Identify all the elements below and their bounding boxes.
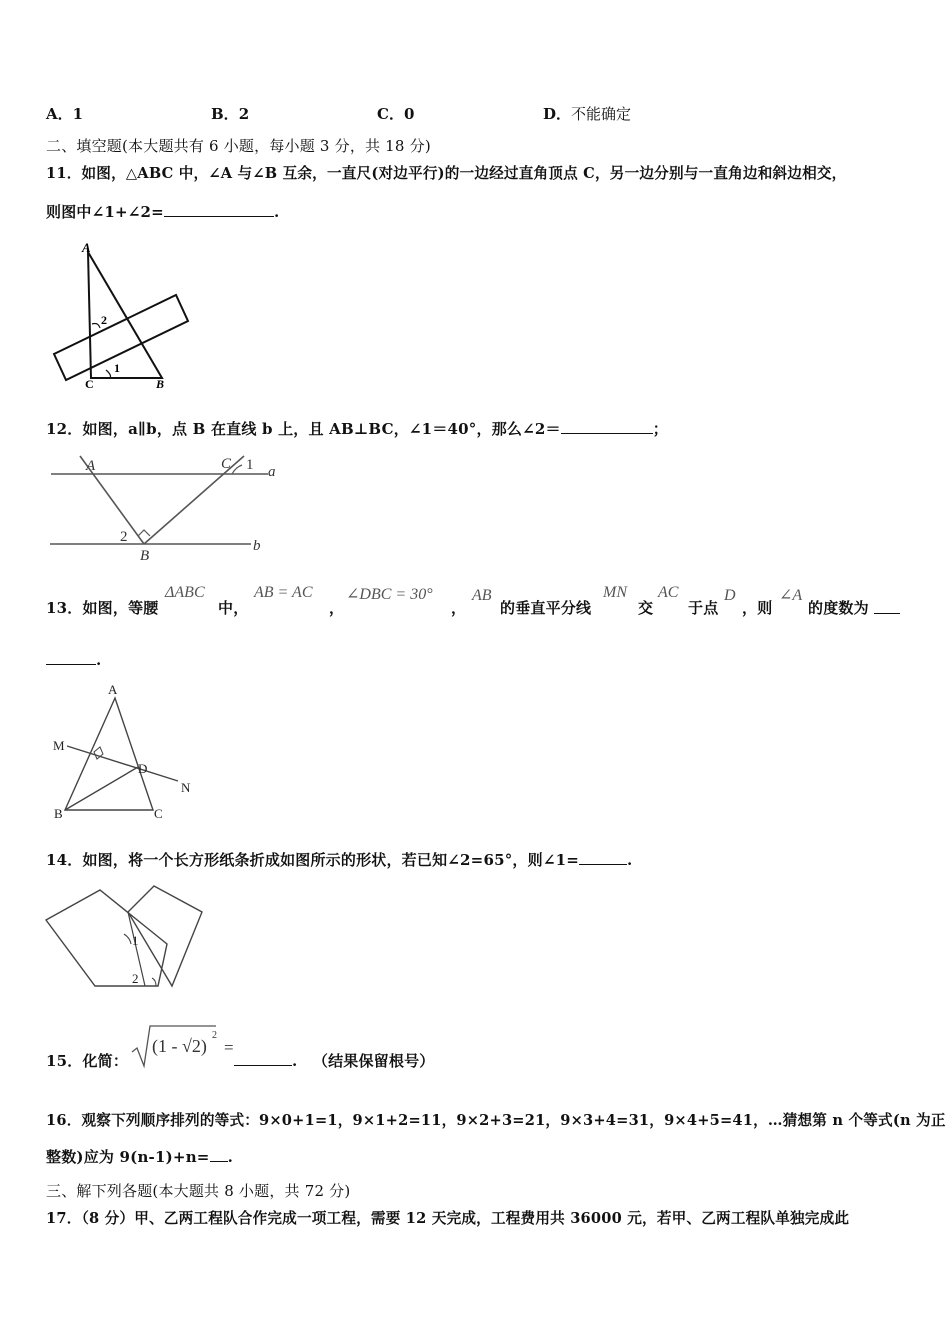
q13-end: .: [46, 650, 101, 669]
label-c: C: [85, 377, 94, 391]
q13-p8: ，则: [742, 599, 773, 617]
label-a: A: [108, 682, 118, 697]
q16-line1: 16．观察下列顺序排列的等式：9×0+1=1，9×1+2=11，9×2+3=21，9×3+4=31，9×4+5=41，…猜想第 n 个等式(n 为正: [46, 1112, 946, 1129]
label-b-point: B: [140, 548, 150, 562]
q15-tail: . （结果保留根号）: [234, 1050, 434, 1071]
label-angle1: 1: [132, 933, 139, 948]
choice-d: D．不能确定: [543, 105, 632, 123]
q13-m2: AB = AC: [254, 584, 313, 601]
strip-right: [128, 886, 202, 986]
q13-p6: 交: [638, 599, 654, 617]
section-2-title: 二、填空题(本大题共有 6 小题，每小题 3 分，共 18 分): [46, 137, 431, 155]
label-c: C: [154, 806, 163, 821]
label-m: M: [53, 738, 65, 753]
label-n: N: [181, 780, 191, 795]
triangle-abc: [88, 252, 162, 378]
q14-line: 14．如图，将一个长方形纸条折成如图所示的形状，若已知∠2=65°，则∠1= .: [46, 851, 633, 869]
power: 2: [212, 1030, 217, 1041]
choice-c: C．0: [377, 105, 415, 123]
label-angle1: 1: [246, 457, 254, 473]
section-3-title: 三、解下列各题(本大题共 8 小题，共 72 分): [46, 1182, 351, 1200]
label-d: D: [138, 761, 148, 776]
choice-a: A．1: [46, 105, 84, 123]
triangle-abc: [65, 698, 153, 810]
q13-m5: MN: [603, 584, 627, 601]
equals: =: [224, 1038, 234, 1057]
label-angle2: 2: [101, 313, 107, 327]
q13-p3: ，: [329, 599, 345, 617]
q13-answer-blank-a[interactable]: [874, 613, 900, 614]
q13-p2: 中，: [218, 599, 249, 617]
q13-figure: [48, 682, 198, 822]
q16-answer-blank[interactable]: [210, 1147, 228, 1162]
label-a: A: [86, 458, 96, 474]
q13-m8: ∠A: [779, 587, 803, 604]
q11-figure: [48, 238, 198, 393]
q17-line: 17．（8 分）甲、乙两工程队合作完成一项工程，需要 12 天完成，工程费用共 36000 元，若甲、乙两工程队单独完成此: [46, 1210, 850, 1227]
q12-figure: [46, 452, 281, 562]
q13-m7: D: [724, 587, 736, 604]
q13-p4: ，: [451, 599, 467, 617]
q13-answer-blank-b[interactable]: [46, 650, 96, 665]
q15-prefix: 15．化简：: [46, 1052, 129, 1070]
q13-p5: 的垂直平分线: [500, 599, 592, 617]
segment-bd: [65, 767, 138, 810]
q11-answer-blank[interactable]: [164, 202, 274, 217]
label-angle1: 1: [114, 361, 120, 375]
strip-left: [46, 890, 167, 986]
q11-line1: 11．如图，△ABC 中，∠A 与∠B 互余，一直尺(对边平行)的一边经过直角顶点 C，另一边分别与一直角边和斜边相交，: [46, 165, 847, 182]
q12-line: 12．如图，a∥b，点 B 在直线 b 上，且 AB⊥BC，∠1＝40°，那么∠2＝ ；: [46, 420, 668, 438]
label-c: C: [221, 456, 232, 472]
q13-m1: ΔABC: [165, 584, 205, 601]
label-line-a: a: [268, 464, 276, 480]
q13-m3: ∠DBC = 30°: [346, 586, 433, 603]
q16-line2: 整数)应为 9(n-1)+n= .: [46, 1148, 233, 1166]
label-angle2: 2: [132, 971, 139, 986]
label-line-b: b: [253, 538, 261, 554]
label-b: B: [156, 377, 165, 391]
radicand: (1 - √2): [152, 1036, 207, 1056]
q14-figure: [44, 882, 209, 992]
q13-m6: AC: [658, 584, 679, 601]
q12-answer-blank[interactable]: [561, 419, 653, 434]
choice-b: B．2: [211, 105, 250, 123]
q13-p1: 13．如图，等腰: [46, 599, 159, 617]
q13-p7: 于点: [688, 599, 719, 617]
label-a: A: [82, 240, 91, 255]
label-b: B: [54, 806, 63, 821]
q13-m4: AB: [472, 587, 492, 604]
q15-answer-blank[interactable]: [234, 1051, 292, 1066]
q13-p9: 的度数为: [808, 599, 869, 617]
q14-answer-blank[interactable]: [579, 850, 627, 865]
q11-line2: 则图中∠1+∠2= .: [46, 203, 280, 221]
label-angle2: 2: [120, 529, 128, 545]
